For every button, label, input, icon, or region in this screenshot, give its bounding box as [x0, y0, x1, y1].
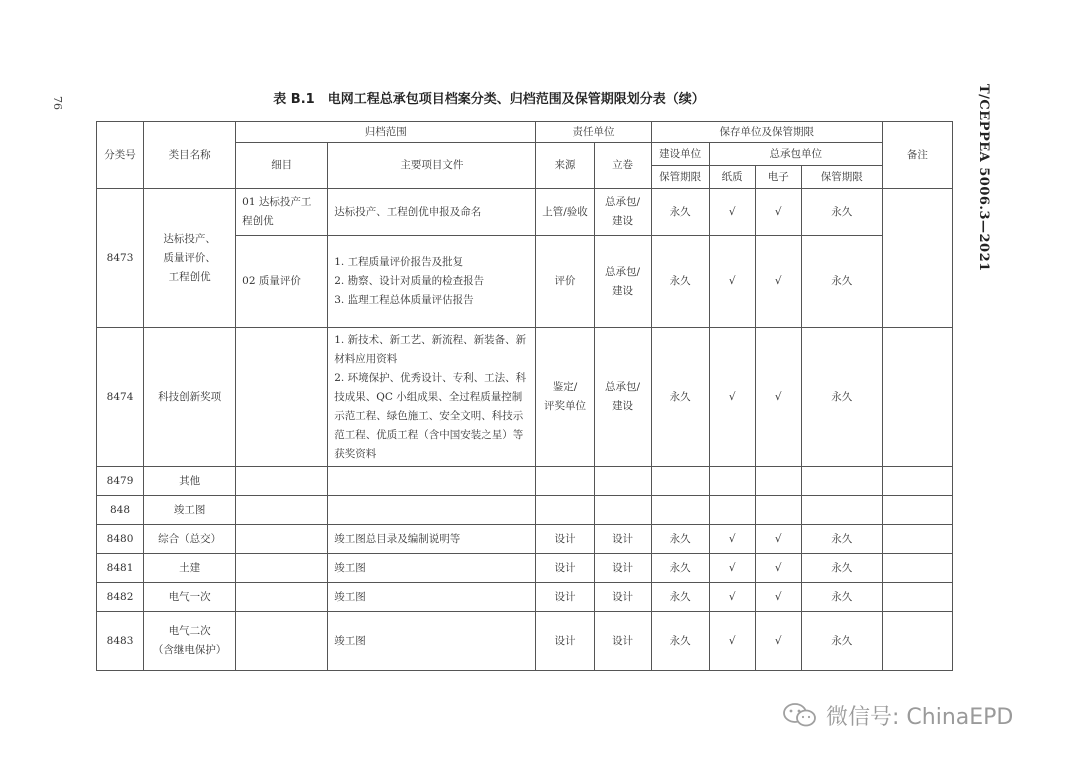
row-retention: 永久	[651, 554, 709, 583]
header-retention-contractor: 保管期限	[801, 166, 882, 189]
row-paper: √	[709, 189, 755, 236]
row-electronic: √	[755, 612, 801, 671]
row-paper: √	[709, 328, 755, 467]
row-retention	[651, 496, 709, 525]
row-paper: √	[709, 554, 755, 583]
wechat-icon	[780, 701, 820, 729]
row-category: 科技创新奖项	[144, 328, 236, 467]
watermark-text: 微信号: ChinaEPD	[826, 704, 1014, 730]
table-row	[97, 328, 953, 467]
row-category: 综合（总交）	[144, 525, 236, 554]
row-category: 电气二次 （含继电保护）	[144, 612, 236, 671]
row-volume: 设计	[594, 583, 651, 612]
table-row	[97, 554, 953, 583]
header-category: 类目名称	[144, 122, 236, 189]
row-retention-contractor: 永久	[801, 612, 882, 671]
row-electronic: √	[755, 525, 801, 554]
row-category: 竣工图	[144, 496, 236, 525]
row-source: 评价	[536, 236, 594, 328]
row-files: 竣工图总目录及编制说明等	[328, 525, 536, 554]
row-detail	[236, 525, 328, 554]
row-detail	[236, 612, 328, 671]
row-retention: 永久	[651, 525, 709, 554]
row-code: 8473	[97, 189, 144, 328]
row-remarks	[882, 496, 952, 525]
row-paper: √	[709, 583, 755, 612]
row-volume	[594, 467, 651, 496]
row-electronic: √	[755, 236, 801, 328]
header-remarks: 备注	[882, 122, 952, 189]
row-source	[536, 496, 594, 525]
row-electronic	[755, 467, 801, 496]
row-retention-contractor: 永久	[801, 328, 882, 467]
row-retention-contractor: 永久	[801, 583, 882, 612]
row-source: 上管/验收	[536, 189, 594, 236]
row-code: 8474	[97, 328, 144, 467]
header-builder: 建设单位	[651, 143, 709, 166]
row-code: 8479	[97, 467, 144, 496]
row-paper: √	[709, 525, 755, 554]
row-retention-contractor: 永久	[801, 236, 882, 328]
row-source: 设计	[536, 554, 594, 583]
row-paper: √	[709, 612, 755, 671]
row-volume	[594, 496, 651, 525]
row-remarks	[882, 554, 952, 583]
row-source	[536, 467, 594, 496]
row-electronic	[755, 496, 801, 525]
page-number: 76	[51, 96, 64, 110]
row-electronic: √	[755, 583, 801, 612]
header-contractor: 总承包单位	[709, 143, 882, 166]
row-files: 竣工图	[328, 583, 536, 612]
row-electronic: √	[755, 328, 801, 467]
row-detail	[236, 554, 328, 583]
table-row	[97, 612, 953, 671]
row-files: 1. 工程质量评价报告及批复 2. 勘察、设计对质量的检查报告 3. 监理工程总体质量评估报告	[328, 236, 536, 328]
header-source: 来源	[536, 143, 594, 189]
row-files	[328, 467, 536, 496]
row-detail	[236, 328, 328, 467]
row-code: 848	[97, 496, 144, 525]
watermark	[780, 700, 1013, 730]
row-files: 达标投产、工程创优申报及命名	[328, 189, 536, 236]
row-remarks	[882, 525, 952, 554]
row-category: 其他	[144, 467, 236, 496]
row-volume: 设计	[594, 612, 651, 671]
row-remarks	[882, 583, 952, 612]
header-code: 分类号	[97, 122, 144, 189]
row-retention: 永久	[651, 328, 709, 467]
row-electronic: √	[755, 554, 801, 583]
row-retention: 永久	[651, 583, 709, 612]
row-source: 设计	[536, 583, 594, 612]
row-volume: 设计	[594, 525, 651, 554]
row-detail: 02 质量评价	[236, 236, 328, 328]
row-paper	[709, 467, 755, 496]
header-volume: 立卷	[594, 143, 651, 189]
row-remarks	[882, 467, 952, 496]
row-detail	[236, 467, 328, 496]
row-retention-contractor: 永久	[801, 554, 882, 583]
standard-code: T/CEPPEA 5006.3—2021	[976, 84, 991, 272]
row-category: 电气一次	[144, 583, 236, 612]
row-files: 竣工图	[328, 612, 536, 671]
row-category: 达标投产、 质量评价、 工程创优	[144, 189, 236, 328]
row-code: 8482	[97, 583, 144, 612]
header-main-files: 主要项目文件	[328, 143, 536, 189]
row-volume: 总承包/ 建设	[594, 236, 651, 328]
header-retention: 保管期限	[651, 166, 709, 189]
table-title: 表 B.1 电网工程总承包项目档案分类、归档范围及保管期限划分表（续）	[273, 92, 705, 107]
row-paper	[709, 496, 755, 525]
header-responsibility: 责任单位	[536, 122, 651, 143]
header-storage: 保存单位及保管期限	[651, 122, 882, 143]
row-retention: 永久	[651, 236, 709, 328]
row-retention-contractor: 永久	[801, 189, 882, 236]
row-retention	[651, 467, 709, 496]
row-volume: 设计	[594, 554, 651, 583]
header-electronic: 电子	[755, 166, 801, 189]
row-code: 8480	[97, 525, 144, 554]
row-remarks	[882, 328, 952, 467]
row-paper: √	[709, 236, 755, 328]
row-retention-contractor	[801, 467, 882, 496]
row-category: 土建	[144, 554, 236, 583]
row-code: 8483	[97, 612, 144, 671]
row-volume: 总承包/ 建设	[594, 189, 651, 236]
row-volume: 总承包/ 建设	[594, 328, 651, 467]
row-detail	[236, 496, 328, 525]
table-row	[97, 467, 953, 496]
row-retention-contractor	[801, 496, 882, 525]
row-code: 8481	[97, 554, 144, 583]
table-row	[97, 583, 953, 612]
row-retention-contractor: 永久	[801, 525, 882, 554]
archive-table	[96, 121, 953, 671]
row-electronic: √	[755, 189, 801, 236]
row-retention: 永久	[651, 189, 709, 236]
table-row	[97, 189, 953, 236]
row-files	[328, 496, 536, 525]
header-archive-scope: 归档范围	[236, 122, 536, 143]
table-row	[97, 525, 953, 554]
row-source: 鉴定/ 评奖单位	[536, 328, 594, 467]
row-source: 设计	[536, 525, 594, 554]
header-paper: 纸质	[709, 166, 755, 189]
row-detail: 01 达标投产工 程创优	[236, 189, 328, 236]
row-detail	[236, 583, 328, 612]
row-remarks	[882, 612, 952, 671]
row-retention: 永久	[651, 612, 709, 671]
row-remarks	[882, 189, 952, 328]
header-detail: 细目	[236, 143, 328, 189]
row-files: 竣工图	[328, 554, 536, 583]
row-files: 1. 新技术、新工艺、新流程、新装备、新 材料应用资料 2. 环境保护、优秀设计、专利、工法、科 技成果、QC 小组成果、全过程质量控制 示范工程、绿色施工、安全文明、科技示 范工程、优质工程（含中国安装之星）等 获奖资料	[328, 328, 536, 467]
table-row	[97, 496, 953, 525]
row-source: 设计	[536, 612, 594, 671]
